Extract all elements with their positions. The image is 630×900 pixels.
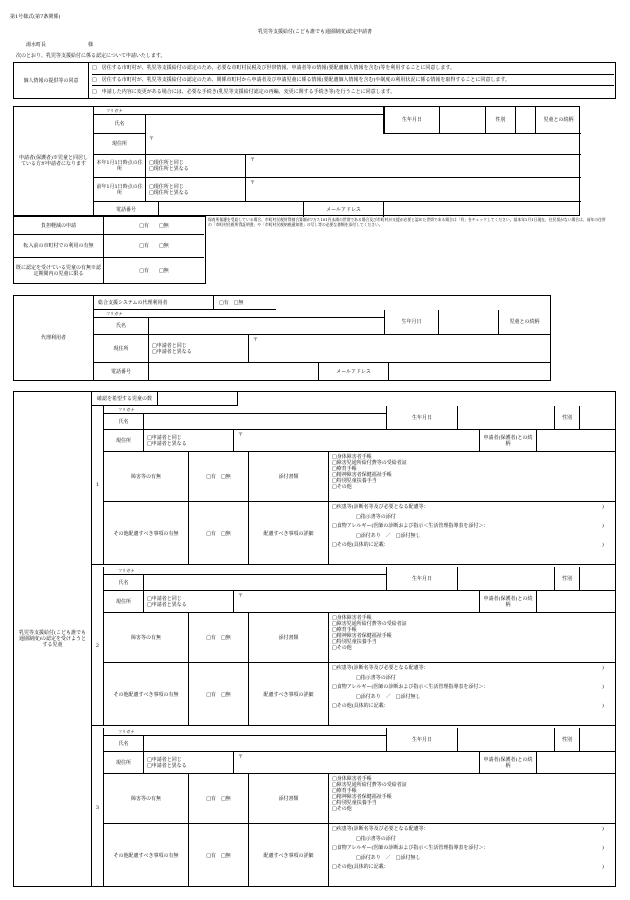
consent-label: 個人情報の提供等の同意 xyxy=(14,63,89,98)
consider-item[interactable]: □その他(具体的に記載： xyxy=(332,864,389,870)
proxy-email-field[interactable] xyxy=(389,363,550,380)
attach-item[interactable]: □特別児童扶養手当 xyxy=(332,478,377,484)
consider-item[interactable]: ) xyxy=(602,542,604,548)
consider-item[interactable]: □その他(具体的に記載： xyxy=(332,542,389,548)
child-name-label: 氏名 xyxy=(104,736,144,752)
child-address-options[interactable] xyxy=(144,430,234,452)
attach-item[interactable]: □身体障害者手帳 xyxy=(332,615,372,621)
child-detail-label: 配慮すべき事項の詳細 xyxy=(249,502,329,565)
child-consider-label: その他配慮すべき事項の有無 xyxy=(104,663,189,726)
applicant-address-field[interactable] xyxy=(146,134,581,155)
consider-item[interactable]: ) xyxy=(602,684,604,690)
child-birthdate-field[interactable] xyxy=(458,406,555,430)
applicant-section xyxy=(13,106,580,216)
intro-text: 次のとおり、乳児等支援給付に係る認定について申請いたします。 xyxy=(16,53,166,59)
attach-item[interactable]: □精神障害者保健福祉手帳 xyxy=(332,794,392,800)
child-consider-options[interactable]: □有 □無 xyxy=(189,824,249,887)
child-consider-options[interactable]: □有 □無 xyxy=(189,502,249,565)
child-disability-label: 障害等の有無 xyxy=(104,613,189,663)
child-address-label: 現住所 xyxy=(104,591,144,613)
form-number: 第1号様式(第7条関係) xyxy=(10,14,61,20)
applicant-prev-jan1-options[interactable] xyxy=(146,178,246,202)
applicant-jan1-field[interactable] xyxy=(246,155,581,178)
proxy-relation-label: 児童との続柄 xyxy=(499,310,550,335)
proxy-system-options[interactable]: □有 □無 xyxy=(214,296,276,310)
child-guardian-relation-label: 申請者(保護者)との続柄 xyxy=(479,591,537,613)
consider-item[interactable]: □その他(具体的に記載： xyxy=(332,703,389,709)
proxy-name-field[interactable] xyxy=(149,318,384,335)
child-number: 3 xyxy=(92,728,104,887)
applicant-extra-note: 保育所保護を受給している場合、市町村民税所得割合算額が7万7,101円未満の世帯である場合及び市町村が支援が必要と認めた世帯である場合は「有」をチェックしてください。基本年1月1日現在、住民票がない場合は、前年の住所の「市町村民税所得証明書」や「市町村民税納税通知書」の写し等の必要な書類を添付してください。 xyxy=(208,217,606,227)
certified-child-label: 既に認定を受けている児童の有無※認定期間内の児童に限る xyxy=(14,258,104,283)
child-attach-list[interactable] xyxy=(329,452,615,502)
child-name-field[interactable] xyxy=(144,414,386,430)
reduction-label: 負担軽減の申請 xyxy=(14,217,104,235)
consider-item[interactable]: □指示書等の添付 xyxy=(356,513,396,520)
child-entry xyxy=(92,406,615,565)
attach-item[interactable]: □精神障害者保健福祉手帳 xyxy=(332,633,392,639)
reduction-options[interactable]: □有 □無 xyxy=(104,217,204,235)
child-furigana-label: フリガナ xyxy=(104,406,386,414)
applicant-phone-field[interactable] xyxy=(159,202,304,217)
child-attach-list[interactable] xyxy=(329,613,615,663)
child-consider-list[interactable] xyxy=(329,824,615,887)
proxy-phone-field[interactable] xyxy=(149,363,319,380)
child-consider-options[interactable]: □有 □無 xyxy=(189,663,249,726)
attach-item[interactable]: □身体障害者手帳 xyxy=(332,776,372,782)
consent-line-3[interactable]: □ 申請した内容に変更がある場合には、必要な手続き(乳児等支援給付認定の再編、変更に関する手続き等)を行うことに同意します。 xyxy=(92,88,396,95)
child-disability-label: 障害等の有無 xyxy=(104,774,189,824)
child-entry xyxy=(92,728,615,887)
applicant-gender-field[interactable] xyxy=(516,107,536,134)
applicant-postal-mark: 〒 xyxy=(149,136,155,142)
child-birthdate-field[interactable] xyxy=(458,728,555,752)
proxy-address-label: 現住所 xyxy=(94,335,149,363)
applicant-name-label: 氏名 xyxy=(94,115,146,134)
consider-item[interactable]: □疾患等(診断名等及び必要となる配慮等： xyxy=(332,504,429,510)
child-guardian-relation-field[interactable] xyxy=(537,752,615,774)
child-gender-field[interactable] xyxy=(580,567,615,591)
applicant-extra-table xyxy=(13,216,206,284)
proxy-address-same[interactable]: □申請者と同じ xyxy=(152,342,187,349)
child-postal-mark: 〒 xyxy=(238,432,244,438)
consider-item[interactable]: ) xyxy=(602,864,604,870)
attach-item[interactable]: □障害児通所給付費等の受給者証 xyxy=(332,621,407,627)
child-address-options[interactable] xyxy=(144,591,234,613)
attach-item[interactable]: □障害児通所給付費等の受給者証 xyxy=(332,460,407,466)
child-address-same[interactable]: □申請者と同じ xyxy=(147,434,182,441)
consider-item[interactable]: □疾患等(診断名等及び必要となる配慮等： xyxy=(332,665,429,671)
child-gender-field[interactable] xyxy=(580,728,615,752)
child-disability-label: 障害等の有無 xyxy=(104,452,189,502)
consider-item[interactable]: ) xyxy=(602,665,604,671)
child-entry xyxy=(92,567,615,726)
applicant-jan1-label: 本年1月1日時点の住所 xyxy=(94,155,146,178)
consider-item[interactable]: □添付あり ／ □添付無し xyxy=(356,854,421,861)
child-name-label: 氏名 xyxy=(104,414,144,430)
applicant-jan1-diff[interactable]: □現住所と異なる xyxy=(149,166,189,172)
applicant-email-label: メールアドレス xyxy=(304,202,384,217)
child-furigana-label: フリガナ xyxy=(104,567,386,575)
consent-line-2[interactable]: □ 居住する市町村が、乳児等支援給付の認定のため、関係市町村から申請者及び申請児童に係る情報(要配慮個人情報を含む)や制度の利用状況に係る情報を取得することに同意します。 xyxy=(92,75,614,87)
child-postal-mark: 〒 xyxy=(238,754,244,760)
child-count-field[interactable] xyxy=(158,392,238,406)
child-consider-label: その他配慮すべき事項の有無 xyxy=(104,824,189,887)
proxy-address-diff[interactable]: □申請者と異なる xyxy=(152,348,192,355)
child-consider-label: その他配慮すべき事項の有無 xyxy=(104,502,189,565)
consider-item[interactable]: □食物アレルギー(医師の診断および指示＜生活管理指導表を添付＞： xyxy=(332,523,489,529)
page-title: 乳児等支援給付(こども誰でも通園制度)認定申請書 xyxy=(258,29,372,35)
child-address-field[interactable] xyxy=(234,430,479,452)
attach-item[interactable]: □精神障害者保健福祉手帳 xyxy=(332,472,392,478)
attach-item[interactable]: □特別児童扶養手当 xyxy=(332,800,377,806)
child-address-diff[interactable]: □申請者と異なる xyxy=(147,440,187,447)
child-furigana-label: フリガナ xyxy=(104,728,386,736)
child-address-label: 現住所 xyxy=(104,752,144,774)
child-address-label: 現住所 xyxy=(104,430,144,452)
consider-item[interactable]: □食物アレルギー(医師の診断および指示＜生活管理指導表を添付＞： xyxy=(332,684,489,690)
child-attach-label: 添付書類 xyxy=(249,613,329,663)
child-guardian-relation-field[interactable] xyxy=(537,430,615,452)
child-attach-label: 添付書類 xyxy=(249,774,329,824)
consider-item[interactable]: □疾患等(診断名等及び必要となる配慮等： xyxy=(332,826,429,832)
consider-item[interactable]: ) xyxy=(602,504,604,510)
applicant-address-label: 現住所 xyxy=(94,134,146,155)
applicant-birthdate-label: 生年月日 xyxy=(384,107,440,134)
proxy-email-label: メールアドレス xyxy=(319,363,389,380)
child-count-label: 確認を希望する児童の数 xyxy=(92,392,158,406)
proxy-furigana-label: フリガナ xyxy=(94,310,384,318)
applicant-birthdate-field[interactable] xyxy=(440,107,486,134)
child-address-field[interactable] xyxy=(234,752,479,774)
child-attach-list[interactable] xyxy=(329,774,615,824)
child-number: 1 xyxy=(92,406,104,564)
child-birthdate-label: 生年月日 xyxy=(386,406,458,430)
child-disability-options[interactable]: □有 □無 xyxy=(189,774,249,824)
attach-item[interactable]: □療育手帳 xyxy=(332,788,357,794)
proxy-birthdate-field[interactable] xyxy=(439,310,499,335)
applicant-prev-jan1-label: 前年1月1日時点の住所 xyxy=(94,178,146,202)
consent-line-1[interactable]: □ 居住する市町村が、乳児等支援給付の認定のため、必要な市町村民税及び世帯情報、申請者等の情報(要配慮個人情報を含む)等を利用することに同意します。 xyxy=(92,63,614,75)
proxy-name-label: 氏名 xyxy=(94,318,149,335)
consider-item[interactable]: □指示書等の添付 xyxy=(356,835,396,842)
child-gender-label: 性別 xyxy=(555,567,580,591)
attach-item[interactable]: □その他 xyxy=(332,806,352,812)
applicant-jan1-same[interactable]: □現住所と同じ xyxy=(149,160,184,166)
child-birthdate-label: 生年月日 xyxy=(386,567,458,591)
attach-item[interactable]: □療育手帳 xyxy=(332,466,357,472)
proxy-label: 代理利用者 xyxy=(14,296,94,380)
prior-use-label: 転入前の市町村での利用の有無 xyxy=(14,235,104,258)
attach-item[interactable]: □その他 xyxy=(332,645,352,651)
child-birthdate-label: 生年月日 xyxy=(386,728,458,752)
consider-item[interactable]: ) xyxy=(602,845,604,851)
child-gender-field[interactable] xyxy=(580,406,615,430)
child-postal-mark: 〒 xyxy=(238,593,244,599)
attach-item[interactable]: □障害児通所給付費等の受給者証 xyxy=(332,782,407,788)
applicant-phone-label: 電話番号 xyxy=(94,202,159,217)
proxy-postal-mark: 〒 xyxy=(253,337,259,343)
applicant-prev-jan1-field[interactable] xyxy=(246,178,581,202)
consider-item[interactable]: ) xyxy=(602,826,604,832)
proxy-address-options[interactable] xyxy=(149,335,249,363)
attach-item[interactable]: □その他 xyxy=(332,484,352,490)
child-name-label: 氏名 xyxy=(104,575,144,591)
applicant-prev-jan1-same[interactable]: □現住所と同じ xyxy=(149,183,184,190)
child-disability-options[interactable]: □有 □無 xyxy=(189,613,249,663)
children-label: 乳児等支援給付(こども誰でも通園制度)の認定を受けようとする児童 xyxy=(14,392,92,886)
child-address-same[interactable]: □申請者と同じ xyxy=(147,595,182,602)
attach-item[interactable]: □身体障害者手帳 xyxy=(332,454,372,460)
child-guardian-relation-label: 申請者(保護者)との続柄 xyxy=(479,752,537,774)
proxy-birthdate-label: 生年月日 xyxy=(384,310,439,335)
proxy-section xyxy=(13,295,551,381)
consider-item[interactable]: □食物アレルギー(医師の診断および指示＜生活管理指導表を添付＞： xyxy=(332,845,489,851)
attach-item[interactable]: □特別児童扶養手当 xyxy=(332,639,377,645)
applicant-gender-label: 性別 xyxy=(486,107,516,134)
applicant-jan1-postal: 〒 xyxy=(250,157,256,163)
addressee: 湯水町長 xyxy=(26,42,47,48)
child-name-field[interactable] xyxy=(144,575,386,591)
consider-item[interactable]: □添付あり ／ □添付無し xyxy=(356,693,421,700)
attach-item[interactable]: □療育手帳 xyxy=(332,627,357,633)
consider-item[interactable]: □指示書等の添付 xyxy=(356,674,396,681)
consent-section xyxy=(13,62,616,99)
applicant-name-field[interactable] xyxy=(146,107,384,134)
honorific: 様 xyxy=(88,42,94,48)
child-address-options[interactable] xyxy=(144,752,234,774)
children-section xyxy=(13,391,616,887)
applicant-jan1-options[interactable] xyxy=(146,155,246,178)
applicant-relation-label: 児童との続柄 xyxy=(536,107,581,134)
applicant-prev-jan1-diff[interactable]: □現住所と異なる xyxy=(149,189,189,196)
applicant-furigana-label: フリガナ xyxy=(106,108,123,114)
child-detail-label: 配慮すべき事項の詳細 xyxy=(249,824,329,887)
consider-item[interactable]: ) xyxy=(602,523,604,529)
child-consider-list[interactable] xyxy=(329,663,615,726)
proxy-address-field[interactable] xyxy=(249,335,550,363)
child-address-field[interactable] xyxy=(234,591,479,613)
child-birthdate-field[interactable] xyxy=(458,567,555,591)
child-guardian-relation-field[interactable] xyxy=(537,591,615,613)
applicant-email-field[interactable] xyxy=(384,202,581,217)
certified-child-options[interactable]: □有 □無 xyxy=(139,267,169,274)
child-guardian-relation-label: 申請者(保護者)との続柄 xyxy=(479,430,537,452)
child-address-diff[interactable]: □申請者と異なる xyxy=(147,601,187,608)
prior-use-options[interactable]: □有 □無 xyxy=(104,235,204,258)
child-gender-label: 性別 xyxy=(555,728,580,752)
child-disability-options[interactable]: □有 □無 xyxy=(189,452,249,502)
consider-item[interactable]: ) xyxy=(602,703,604,709)
child-address-diff[interactable]: □申請者と異なる xyxy=(147,762,187,769)
child-attach-label: 添付書類 xyxy=(249,452,329,502)
child-gender-label: 性別 xyxy=(555,406,580,430)
proxy-system-label: 総合支援システムの代理利用者 xyxy=(94,296,214,310)
applicant-prev-jan1-postal: 〒 xyxy=(250,180,256,186)
child-detail-label: 配慮すべき事項の詳細 xyxy=(249,663,329,726)
child-consider-list[interactable] xyxy=(329,502,615,565)
proxy-phone-label: 電話番号 xyxy=(94,363,149,380)
applicant-label: 申請者(保護者)※児童と同居している方が申請者になります xyxy=(14,107,94,215)
child-name-field[interactable] xyxy=(144,736,386,752)
consider-item[interactable]: □添付あり ／ □添付無し xyxy=(356,532,421,539)
child-number: 2 xyxy=(92,567,104,725)
child-address-same[interactable]: □申請者と同じ xyxy=(147,756,182,763)
